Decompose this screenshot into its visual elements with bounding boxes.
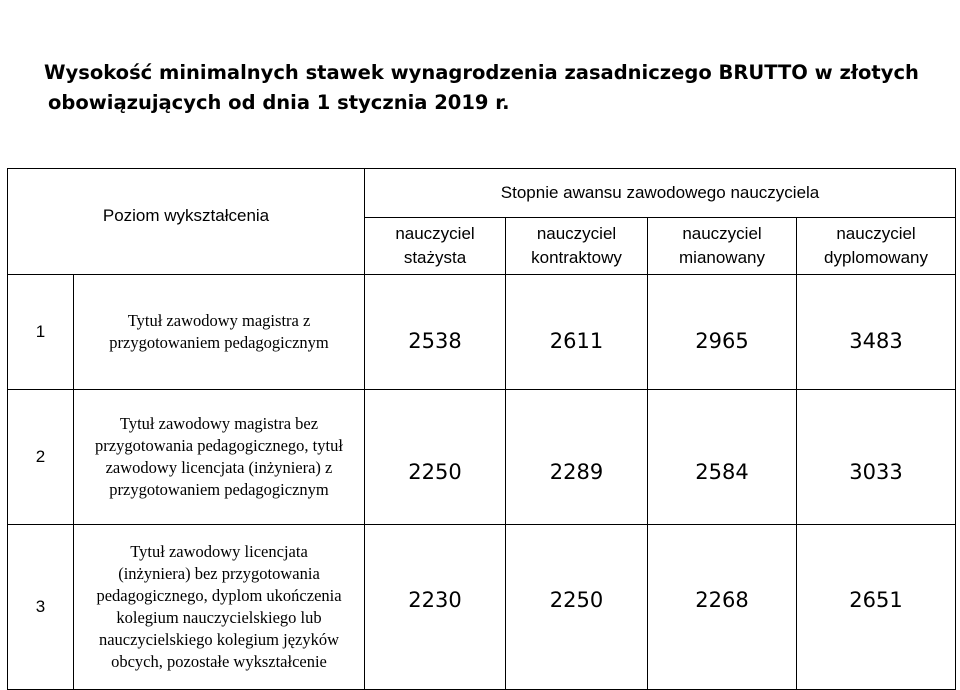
table-row bbox=[8, 525, 956, 690]
description-line: obcych, pozostałe wykształcenie bbox=[111, 652, 327, 671]
grade-header-line: nauczyciel bbox=[682, 224, 762, 243]
salary-value: 2289 bbox=[506, 390, 648, 525]
salary-value: 2651 bbox=[797, 525, 956, 690]
salary-value: 3033 bbox=[797, 390, 956, 525]
salary-table bbox=[7, 168, 956, 690]
grade-header-contract bbox=[506, 218, 648, 275]
title-line-2: obowiązujących od dnia 1 stycznia 2019 r. bbox=[48, 91, 510, 114]
salary-value: 3483 bbox=[797, 275, 956, 390]
education-description bbox=[74, 275, 365, 390]
salary-value: 2250 bbox=[365, 390, 506, 525]
grade-header-line: stażysta bbox=[403, 248, 467, 267]
salary-value: 2250 bbox=[506, 525, 648, 690]
row-number: 1 bbox=[8, 275, 74, 390]
grade-header-trainee bbox=[365, 218, 506, 275]
grade-header-line: nauczyciel bbox=[395, 224, 475, 243]
grade-header-line: mianowany bbox=[679, 248, 765, 267]
page-title bbox=[44, 58, 944, 118]
description-line: (inżyniera) bez przygotowania bbox=[118, 564, 320, 583]
salary-value: 2611 bbox=[506, 275, 648, 390]
salary-value: 2230 bbox=[365, 525, 506, 690]
salary-value: 2965 bbox=[648, 275, 797, 390]
education-level-header: Poziom wykształcenia bbox=[8, 169, 365, 275]
promotion-degrees-header: Stopnie awansu zawodowego nauczyciela bbox=[365, 169, 956, 218]
grade-header-line: kontraktowy bbox=[531, 248, 622, 267]
header-row-1 bbox=[8, 169, 956, 218]
salary-value: 2538 bbox=[365, 275, 506, 390]
description-line: pedagogicznego, dyplom ukończenia bbox=[96, 586, 342, 605]
grade-header-line: nauczyciel bbox=[836, 224, 916, 243]
description-line: przygotowaniem pedagogicznym bbox=[109, 480, 329, 499]
table-row bbox=[8, 275, 956, 390]
description-line: kolegium nauczycielskiego lub bbox=[116, 608, 322, 627]
description-line: zawodowy licencjata (inżyniera) z bbox=[105, 458, 333, 477]
grade-header-line: nauczyciel bbox=[536, 224, 617, 243]
description-line: Tytuł zawodowy magistra z bbox=[127, 311, 311, 330]
education-description bbox=[74, 525, 365, 690]
grade-header-certified bbox=[797, 218, 956, 275]
grade-header-appointed bbox=[648, 218, 797, 275]
description-line: nauczycielskiego kolegium języków bbox=[98, 630, 340, 649]
grade-header-line: dyplomowany bbox=[824, 248, 928, 267]
table-row bbox=[8, 390, 956, 525]
description-line: przygotowania pedagogicznego, tytuł bbox=[95, 436, 343, 455]
title-line-1: Wysokość minimalnych stawek wynagrodzenia zasadniczego BRUTTO w złotych bbox=[44, 61, 919, 84]
row-number: 2 bbox=[8, 390, 74, 525]
salary-value: 2268 bbox=[648, 525, 797, 690]
description-line: Tytuł zawodowy magistra bez bbox=[119, 414, 319, 433]
description-line: Tytuł zawodowy licencjata bbox=[130, 542, 308, 561]
description-line: przygotowaniem pedagogicznym bbox=[109, 333, 329, 352]
salary-value: 2584 bbox=[648, 390, 797, 525]
education-description bbox=[74, 390, 365, 525]
row-number: 3 bbox=[8, 525, 74, 690]
